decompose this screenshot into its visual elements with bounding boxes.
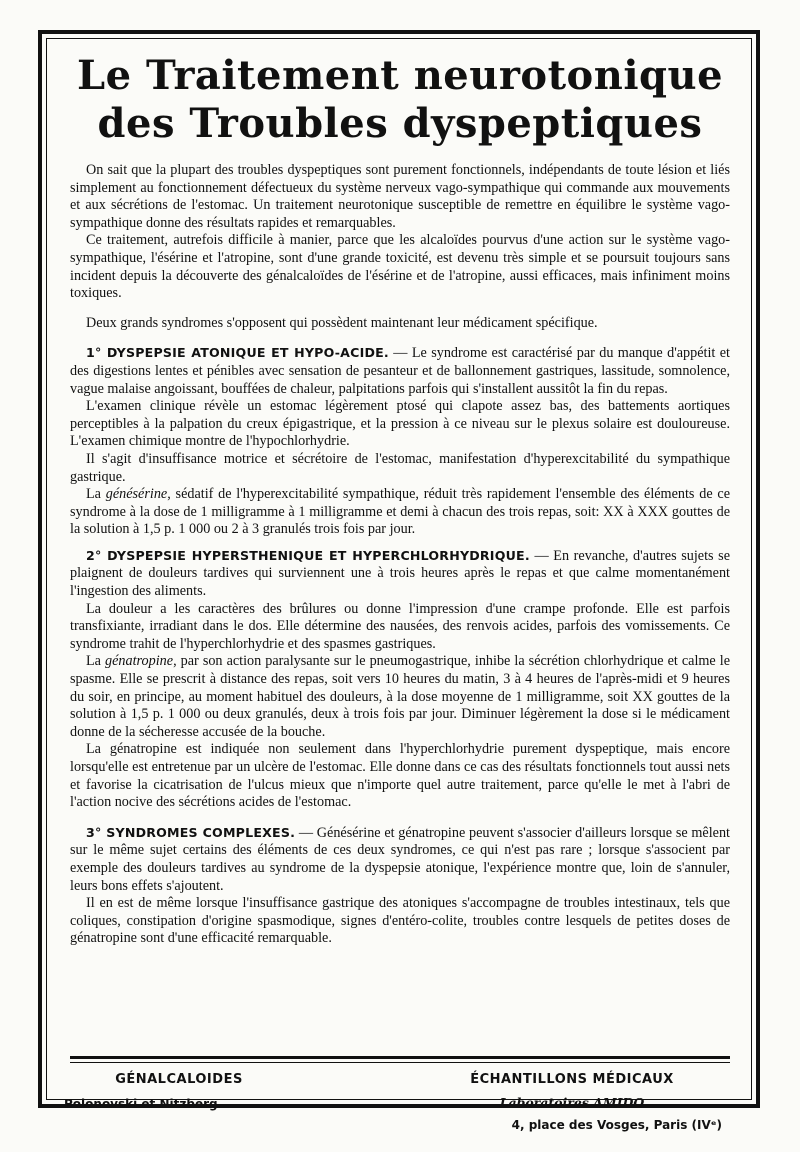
page-title [70,52,730,148]
paragraph-text: L'examen clinique révèle un estomac légèrement ptosé qui clapote assez bas, des battements aortiques perceptibles à la palpation du creux épigastrique, et la pression à ce niveau sur le plexus solaire est douloureuse. L'examen chimique montre de l'hypochlorhydrie. [70,398,730,450]
footer-laboratory: Laboratoires AMIDO [499,1095,645,1110]
paragraph-text: — Génésérine et génatropine peuvent s'associer d'ailleurs lorsque se mêlent sur le même sujet certains des éléments de ces deux syndromes, ce qui n'est pas rare ; lorsque s'associent par exemple des douleurs tardives au syndrome de la dyspepsie atonique, l'expérience montre que, loin de s'annuler, leurs bons effets s'ajoutent. [70,824,730,894]
section-heading: 3° SYNDROMES COMPLEXES. [86,824,296,840]
paragraph [70,653,730,741]
footer-samples: ÉCHANTILLONS MÉDICAUX [470,1072,674,1087]
paragraph [70,741,730,811]
paragraph [70,398,730,451]
paragraph-text: La [86,486,106,503]
article-body [70,162,730,948]
paragraph [70,344,730,398]
paragraph [70,601,730,654]
title-line-1: Le Traitement neurotonique [76,52,724,99]
paragraph-text: — Le syndrome est caractérisé par du manque d'appétit et des digestions lentes et pénibles avec sensation de pesanteur et de ballonnement gastriques, lassitude, somnolence, vague malaise angoissant, bouffées de chaleur, palpitations parfois qui s'installent aussitôt la fin du repas. [70,345,730,397]
paragraph-text: , par son action paralysante sur le pneumogastrique, inhibe la sécrétion chlorhydrique et calme le spasme. Elle se prescrit à distance des repas, soit vers 10 heures du matin, 3 à 4 heures de l'après-midi et 9 heures du soir, en principe, au moment habituel des douleurs, à la dose moyenne de 1 milligramme, soit XX gouttes de la solution à 1,5 p. 1 000 ou deux granulés, deux à trois fois par jour. Diminuer légèrement la dose si le médicament donne de la sécheresse accusée de la bouche. [70,653,730,740]
footer-right [422,1072,722,1132]
paragraph-text: La génatropine est indiquée non seulement dans l'hyperchlorhydrie purement dyspeptique, mais encore lorsqu'elle est entretenue par un ulcère de l'estomac. Elle donne dans ce cas des résultats fonctionnels tout aussi nets et favorise la cicatrisation de l'ulcus mieux que n'importe quel autre traitement, parce qu'elle le met à l'abri de l'action nocive des sécrétions acides de l'estomac. [70,741,730,811]
footer-rule-thick [70,1056,730,1059]
paragraph [70,486,730,539]
page-border [38,30,760,1132]
drug-name: génatropine [105,653,174,670]
paragraph [70,547,730,601]
paragraph-text: , sédatif de l'hyperexcitabilité sympathique, réduit très rapidement l'ensemble des éléments de ce syndrome à la dose de 1 milligramme à 1 milligramme et demi à chacun des trois repas, soit: XX à XXX gouttes de la solution à 1,5 p. 1 000 ou 2 à 3 granulés trois fois par jour. [70,486,730,538]
paragraph [70,895,730,948]
paragraph [70,315,730,333]
footer-brand: GÉNALCALOIDES [115,1072,243,1087]
drug-name: génésérine [105,486,168,503]
footer [64,1072,730,1152]
footer-address: 4, place des Vosges, Paris (IVᵉ) [511,1118,722,1132]
paragraph-text: Il s'agit d'insuffisance motrice et sécrétoire de l'estomac, manifestation d'hyperexcitabilité du sympathique gastrique. [70,450,730,485]
paragraph [70,232,730,302]
section-heading: 2° DYSPEPSIE HYPERSTHENIQUE ET HYPERCHLORHYDRIQUE. [86,547,530,563]
title-line-2: des Troubles dyspeptiques [97,100,703,147]
paragraph [70,451,730,486]
footer-rule-thin [70,1062,730,1063]
footer-authors: Polonovski et Nitzberg [64,1097,218,1111]
paragraph-text: La douleur a les caractères des brûlures ou donne l'impression d'une crampe profonde. Elle est parfois transfixiante, irradiant dans le dos. Elle détermine des nausées, des renvois acides, parfois des vomissements. Ce syndrome trahit de l'hyperchlorhydrie et des spasmes gastriques. [70,600,730,652]
paragraph-text: On sait que la plupart des troubles dyspeptiques sont purement fonctionnels, indépendants de toute lésion et liés simplement au fonctionnement défectueux du système nerveux vago-sympathique qui commande aux mouvements et aux sécrétions de l'estomac. Un traitement neurotonique susceptible de remettre en équilibre le système vago-sympathique donne des résultats rapides et remarquables. [70,162,730,231]
paragraph-text: Deux grands syndromes s'opposent qui possèdent maintenant leur médicament spécifique. [86,314,598,331]
paragraph [70,824,730,895]
section-heading: 1° DYSPEPSIE ATONIQUE ET HYPO-ACIDE. [86,345,389,361]
paragraph-text: Ce traitement, autrefois difficile à manier, parce que les alcaloïdes pourvus d'une action sur le système vago-sympathique, l'ésérine et l'atropine, sont d'une grande toxicité, est devenu très simple et se poursuit toujours sans incident depuis la découverte des génalcaloïdes de l'ésérine et de l'atropine, aussi efficaces, mais infiniment moins toxiques. [70,232,730,302]
paragraph-text: — En revanche, d'autres sujets se plaignent de douleurs tardives qui surviennent une à trois heures après le repas et que calme momentanément l'ingestion des aliments. [70,547,730,600]
article [64,52,730,1132]
paragraph [70,162,730,232]
paragraph-text: Il en est de même lorsque l'insuffisance gastrique des atoniques s'accompagne de troubles intestinaux, tels que coliques, constipation d'origine spasmodique, signes d'entéro-colite, troubles contre lesquels de petites doses de génatropine sont d'une efficacité remarquable. [70,895,730,947]
footer-left [64,1072,294,1111]
paragraph-text: La [86,653,106,670]
